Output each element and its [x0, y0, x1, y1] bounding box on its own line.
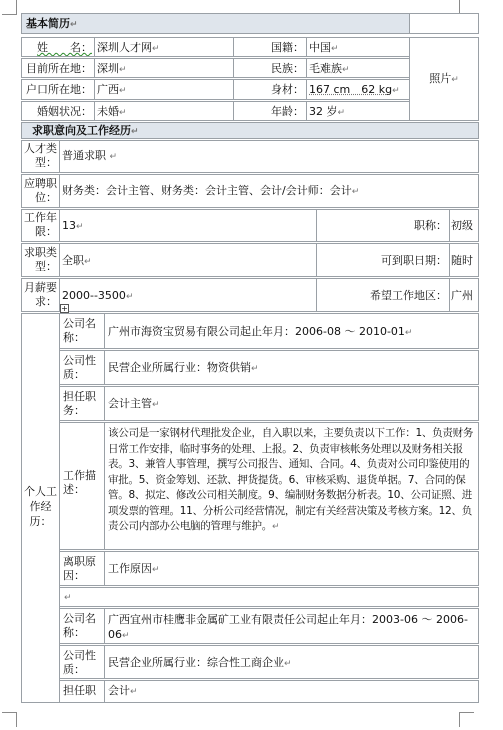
- job2-company-label: 公司名称：: [59, 608, 105, 644]
- region-value: 广州: [449, 278, 479, 312]
- position-label: 应聘职位：: [21, 174, 60, 208]
- section-header-intent-text: 求职意向及工作经历: [32, 124, 131, 137]
- region-label: 希望工作地区：: [316, 278, 450, 312]
- age-value: 32 岁↵: [306, 101, 410, 121]
- photo-label: 照片: [429, 72, 452, 85]
- job1-reason-label: 离职原因：: [59, 551, 105, 586]
- marital-label: 婚姻状况：: [21, 101, 95, 121]
- years-value: 13↵: [59, 209, 317, 242]
- position-value: 财务类：会计主管、财务类：会计主管、会计/会计师：会计↵: [59, 174, 479, 208]
- crop-mark-bottom-right: [459, 712, 474, 727]
- job2-nature-value: 民营企业所属行业：综合性工商企业↵: [104, 645, 479, 679]
- ethnic-label: 民族：: [233, 58, 307, 78]
- section-header-basic: 基本简历↵: [21, 13, 410, 34]
- nationality-value: 中国↵: [306, 37, 410, 57]
- photo-cell: 照片↵: [409, 37, 479, 121]
- salary-label: 月薪要求：: [21, 278, 60, 312]
- job2-nature-label: 公司性质：: [59, 645, 105, 679]
- ethnic-value: 毛难族↵: [306, 58, 410, 78]
- job1-reason-value: 工作原因↵: [104, 551, 479, 586]
- talent-type-label: 人才类型：: [21, 140, 60, 173]
- job-type-label: 求职类型：: [21, 243, 60, 277]
- years-label: 工作年限：: [21, 209, 60, 242]
- crop-mark-top-left: [2, 0, 17, 15]
- crop-mark-bottom-left: [2, 712, 17, 727]
- job1-duty-label: 担任职务：: [59, 386, 105, 421]
- marital-value: 未婚↵: [94, 101, 234, 121]
- job2-company-value: 广西宜州市桂鹰非金属矿工业有限责任公司起止年月：2003-06 ～ 2006-06↵: [104, 608, 479, 644]
- experience-section-label: 个人工作经历：: [21, 313, 60, 703]
- title-label: 职称：: [316, 209, 450, 242]
- job1-nature-label: 公司性质：: [59, 350, 105, 385]
- body-value: 167 cm 62 kg↵: [306, 79, 410, 100]
- salary-value: 2000--3500↵: [59, 278, 317, 312]
- job1-company-value: 广州市海资宝贸易有限公司起止年月：2006-08 ～ 2010-01↵: [104, 313, 479, 349]
- job1-duty-value: 会计主管↵: [104, 386, 479, 421]
- header-right-blank: [409, 13, 479, 34]
- job1-desc-value: 该公司是一家钢材代理批发企业，自入职以来，主要负责以下工作：1、负责财务日常工作安排，临时事务的处理、上报。2、负责审核帐务处理以及财务相关报表。3、兼管人事管理，撰写公司报告、通知、合同。4、负责对公司印鉴使用的审批。5、资金筹划、还款、押货提货。6、审核采购、退货单据。7、合同的保管。8、拟定、修改公司相关制度。9、编制财务数据分析表。10、公司证照、进项发票的管理。11、分析公司经营情况，制定有关经营决策及考核方案。12、负责公司内部办公电脑的管理与维护。↵: [104, 422, 479, 550]
- hukou-value: 广西↵: [94, 79, 234, 100]
- location-value: 深圳↵: [94, 58, 234, 78]
- talent-type-value: 普通求职 ↵: [59, 140, 479, 173]
- nationality-label: 国籍：: [233, 37, 307, 57]
- table-move-handle-icon[interactable]: +: [61, 304, 68, 313]
- section-header-basic-text: 基本简历: [26, 17, 70, 30]
- age-label: 年龄：: [233, 101, 307, 121]
- available-value: 随时: [449, 243, 479, 277]
- job2-duty-value: 会计↵: [104, 680, 479, 703]
- job1-desc-label: 工作描述：: [59, 422, 105, 550]
- job1-nature-value: 民营企业所属行业：物资供销↵: [104, 350, 479, 385]
- title-value: 初级: [449, 209, 479, 242]
- available-label: 可到职日期：: [316, 243, 450, 277]
- job-separator-row: ↵: [59, 587, 479, 607]
- job2-duty-label: 担任职: [59, 680, 105, 703]
- job1-company-label: 公司名称：: [59, 313, 105, 349]
- location-label: 目前所在地：: [21, 58, 95, 78]
- name-label: 姓 名：: [21, 37, 95, 57]
- hukou-label: 户口所在地：: [21, 79, 95, 100]
- body-label: 身材：: [233, 79, 307, 100]
- name-value: 深圳人才网↵: [94, 37, 234, 57]
- job-type-value: 全职↵: [59, 243, 317, 277]
- section-header-intent: 求职意向及工作经历↵: [21, 122, 479, 139]
